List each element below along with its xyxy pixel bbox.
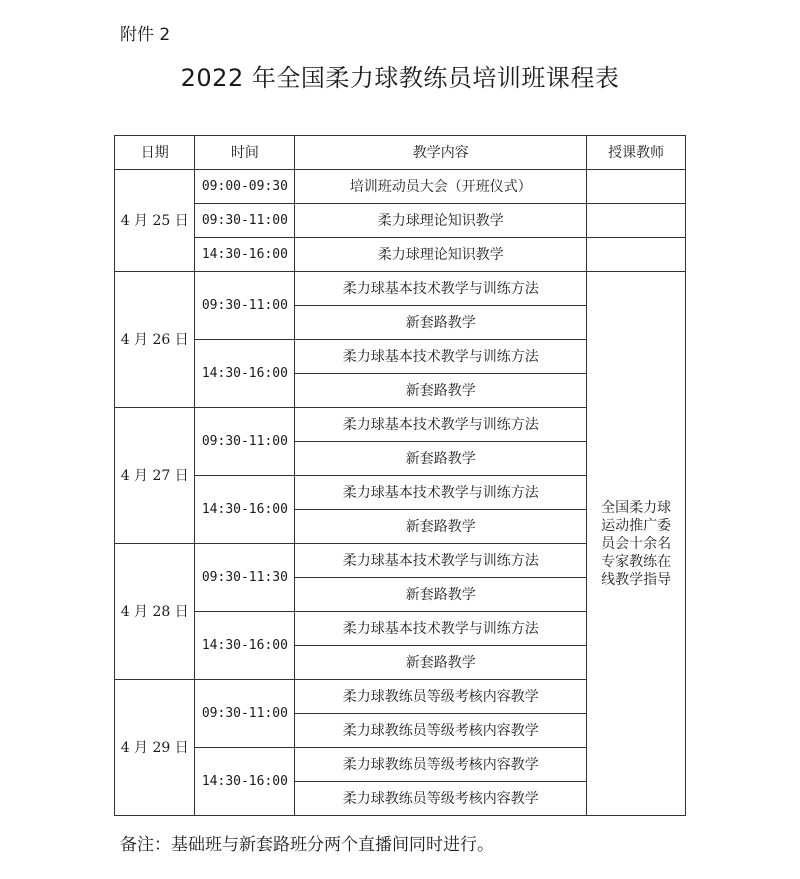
content-cell: 柔力球理论知识教学 <box>295 238 587 272</box>
table-row <box>115 170 686 204</box>
content-cell: 柔力球基本技术教学与训练方法 <box>295 476 587 510</box>
time-cell: 14:30-16:00 <box>195 612 295 680</box>
content-cell: 新套路教学 <box>295 306 587 340</box>
content-cell: 柔力球基本技术教学与训练方法 <box>295 272 587 306</box>
page-title: 2022 年全国柔力球教练员培训班课程表 <box>180 64 620 92</box>
content-cell: 培训班动员大会（开班仪式） <box>295 170 587 204</box>
schedule-table <box>114 135 686 816</box>
content-cell: 柔力球教练员等级考核内容教学 <box>295 782 587 816</box>
content-cell: 新套路教学 <box>295 442 587 476</box>
time-cell: 14:30-16:00 <box>195 476 295 544</box>
content-cell: 柔力球基本技术教学与训练方法 <box>295 408 587 442</box>
content-cell: 新套路教学 <box>295 646 587 680</box>
header-teacher: 授课教师 <box>587 136 686 170</box>
header-time: 时间 <box>195 136 295 170</box>
time-cell: 09:30-11:00 <box>195 408 295 476</box>
footnote: 备注：基础班与新套路班分两个直播间同时进行。 <box>120 835 494 855</box>
table-row <box>115 238 686 272</box>
teacher-cell-empty <box>587 204 686 238</box>
time-cell: 09:00-09:30 <box>195 170 295 204</box>
header-row <box>115 136 686 170</box>
content-cell: 柔力球教练员等级考核内容教学 <box>295 748 587 782</box>
time-cell: 09:30-11:30 <box>195 544 295 612</box>
content-cell: 柔力球基本技术教学与训练方法 <box>295 612 587 646</box>
content-cell: 柔力球教练员等级考核内容教学 <box>295 680 587 714</box>
date-cell: 4 月 29 日 <box>115 680 195 816</box>
attachment-label: 附件 2 <box>120 25 171 45</box>
content-cell: 新套路教学 <box>295 510 587 544</box>
time-cell: 09:30-11:00 <box>195 204 295 238</box>
time-cell: 14:30-16:00 <box>195 748 295 816</box>
content-cell: 新套路教学 <box>295 374 587 408</box>
time-cell: 14:30-16:00 <box>195 340 295 408</box>
date-cell: 4 月 28 日 <box>115 544 195 680</box>
table-row <box>115 272 686 306</box>
content-cell: 柔力球理论知识教学 <box>295 204 587 238</box>
date-cell: 4 月 27 日 <box>115 408 195 544</box>
date-cell: 4 月 26 日 <box>115 272 195 408</box>
time-cell: 14:30-16:00 <box>195 238 295 272</box>
content-cell: 柔力球基本技术教学与训练方法 <box>295 340 587 374</box>
teacher-cell-empty <box>587 170 686 204</box>
header-date: 日期 <box>115 136 195 170</box>
content-cell: 柔力球基本技术教学与训练方法 <box>295 544 587 578</box>
content-cell: 柔力球教练员等级考核内容教学 <box>295 714 587 748</box>
date-cell: 4 月 25 日 <box>115 170 195 272</box>
content-cell: 新套路教学 <box>295 578 587 612</box>
time-cell: 09:30-11:00 <box>195 680 295 748</box>
header-content: 教学内容 <box>295 136 587 170</box>
time-cell: 09:30-11:00 <box>195 272 295 340</box>
teacher-cell-empty <box>587 238 686 272</box>
teacher-cell: 全国柔力球运动推广委员会十余名专家教练在线教学指导 <box>587 272 686 816</box>
table-row <box>115 204 686 238</box>
